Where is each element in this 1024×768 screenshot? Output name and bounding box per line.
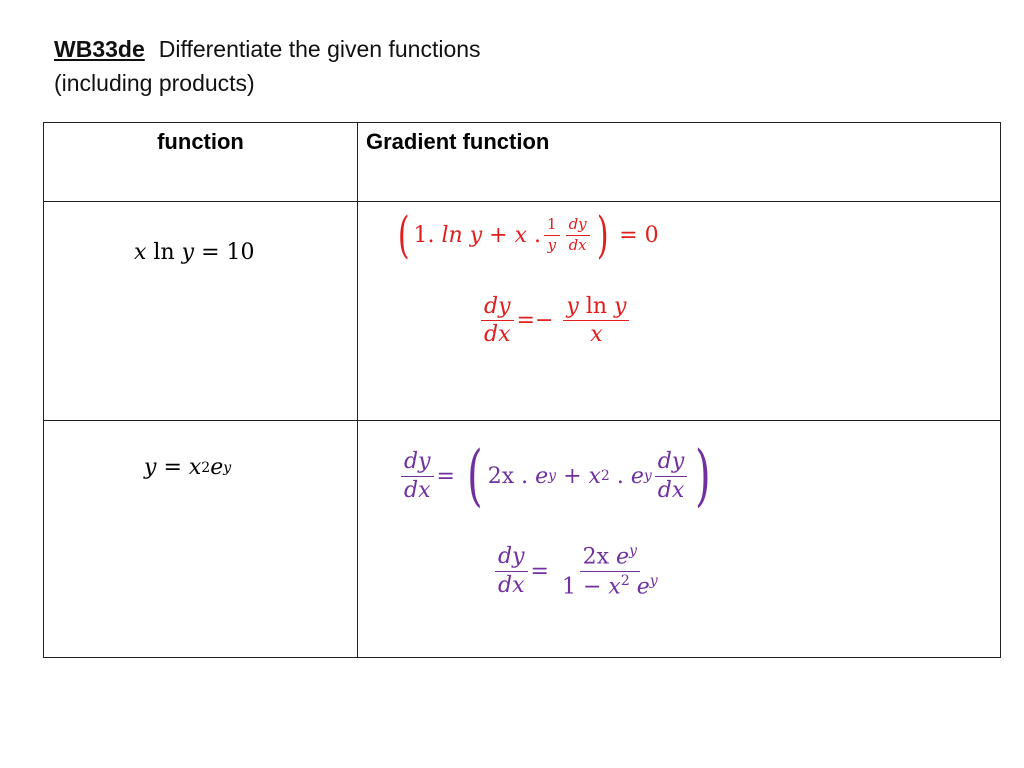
implicit-derivative-equation: ( 1. ln y + x . $\frac{1}{y}$ $\frac{dy}{dx}$ ) = 0 [397, 206, 659, 264]
table-row [44, 202, 1001, 421]
heading-line-2: (including products) [54, 70, 255, 96]
function-cell-1 [44, 202, 358, 421]
table-row [44, 421, 1001, 658]
gradient-cell-1 [358, 202, 1001, 421]
function-x-ln-y: x ln y = 10 [134, 240, 255, 265]
heading-instruction: Differentiate the given functions [158, 36, 481, 62]
product-rule-equation: $\frac{dy}{dx}$ = ( 2x . e y + x 2 . e y $\frac{dy}{dx}$ ) [398, 443, 716, 509]
gradient-result-2: $\frac{dy}{dx}$ = $\frac{2x e^y}{1 - x^2 e^y}$ [492, 543, 664, 599]
header-function: function [44, 123, 358, 202]
header-gradient-function: Gradient function [358, 123, 1001, 202]
table-header-row [44, 123, 1001, 202]
gradient-cell-2 [358, 421, 1001, 658]
page-heading [54, 32, 481, 100]
gradient-result-1: $\frac{dy}{dx}$ = − $\frac{\text{y ln y}}{x}$ [478, 294, 632, 348]
function-y-x2-ey: y = x 2 e y [144, 455, 232, 480]
function-cell-2 [44, 421, 358, 658]
worksheet-code: WB33de [54, 36, 145, 62]
differentiation-table [43, 122, 1001, 658]
heading-line-1 [54, 32, 481, 66]
